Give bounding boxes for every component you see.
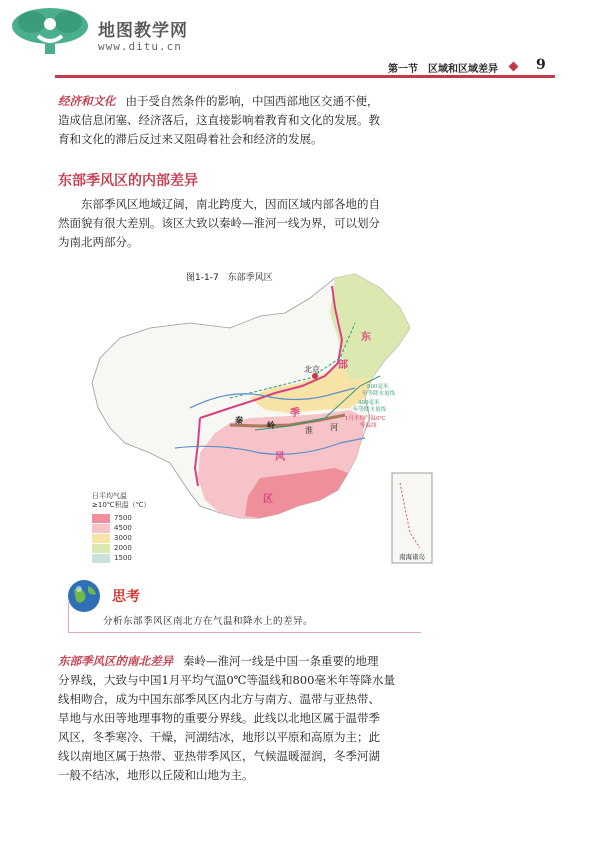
map-caption: 图1-1-7 东部季风区 bbox=[186, 273, 273, 283]
legend-swatch bbox=[92, 534, 110, 543]
think-question: 分析东部季风区南北方在气温和降水上的差异。 bbox=[103, 616, 314, 627]
label-ji: 季 bbox=[290, 408, 300, 419]
label-iso800a: 800毫米 bbox=[367, 384, 389, 390]
line-text: 秦岭—淮河一线是中国一条重要的地理 bbox=[183, 654, 379, 668]
paragraph-line: 东部季风区地域辽阔，南北跨度大，因而区域内部各地的自 bbox=[81, 197, 380, 211]
label-east: 东 bbox=[361, 332, 371, 343]
label-huai: 淮 bbox=[305, 426, 313, 435]
paragraph-line: 为南北两部分。 bbox=[58, 235, 139, 249]
paragraph-line bbox=[58, 92, 408, 111]
legend-title-2: ≥10℃积温（℃） bbox=[92, 501, 151, 509]
lead-term: 东部季风区的南北差异 bbox=[58, 654, 173, 668]
label-iso0b: 等温线 bbox=[360, 423, 377, 429]
legend-item bbox=[92, 513, 151, 523]
label-qin: 秦 bbox=[235, 415, 243, 425]
legend-item bbox=[92, 543, 151, 553]
label-beijing: 北京 bbox=[304, 365, 320, 374]
legend-swatch bbox=[92, 524, 110, 533]
paragraph-line: 造成信息闭塞、经济落后，这直接影响着教育和文化的发展。教 bbox=[58, 113, 380, 127]
logo-url[interactable]: www.ditu.cn bbox=[98, 40, 182, 53]
logo-title: 地图教学网 bbox=[98, 21, 188, 41]
legend-swatch bbox=[92, 544, 110, 553]
south-china-sea-inset bbox=[392, 473, 432, 563]
paragraph-line: 育和文化的滞后反过来又阻碍着社会和经济的发展。 bbox=[58, 132, 323, 146]
lead-term: 经济和文化 bbox=[58, 94, 116, 108]
paragraph-line bbox=[58, 652, 408, 671]
legend-item bbox=[92, 533, 151, 543]
section-heading: 东部季风区的内部差异 bbox=[58, 173, 198, 189]
legend-label: 4500 bbox=[114, 524, 132, 532]
tree-logo-icon bbox=[10, 6, 90, 58]
legend-item bbox=[92, 523, 151, 533]
label-qu: 区 bbox=[263, 494, 273, 505]
diamond-icon bbox=[509, 62, 519, 72]
paragraph-line: 然面貌有很大差别。该区大致以秦岭—淮河一线为界，可以划分 bbox=[58, 216, 380, 230]
paragraph-line: 分界线，大致与中国1月平均气温0℃等温线和800毫米年等降水量 bbox=[58, 673, 395, 687]
paragraph-line: 风区，冬季寒冷、干燥，河湖结冰，地形以平原和高原为主；此 bbox=[58, 730, 380, 744]
label-iso800b: 年等降水量线 bbox=[362, 391, 396, 397]
paragraph-north-south bbox=[58, 652, 408, 785]
paragraph-line: 一般不结冰，地形以丘陵和山地为主。 bbox=[58, 768, 254, 782]
legend-label: 2000 bbox=[114, 544, 132, 552]
paragraph-line: 线以南地区属于热带、亚热带季风区，气候温暖湿润，冬季河湖 bbox=[58, 749, 380, 763]
line-text: 由于受自然条件的影响，中国西部地区交通不便， bbox=[125, 94, 379, 108]
legend-label: 7500 bbox=[114, 514, 132, 522]
label-bu: 部 bbox=[338, 360, 348, 371]
site-logo[interactable] bbox=[10, 6, 200, 62]
header-rule bbox=[55, 75, 555, 78]
legend-title-1: 日平均气温 bbox=[92, 492, 127, 500]
label-iso0a: 1月平均气温0℃ bbox=[345, 416, 386, 422]
label-feng: 风 bbox=[275, 452, 285, 463]
legend-item bbox=[92, 553, 151, 563]
legend-label: 3000 bbox=[114, 534, 132, 542]
inset-label: 南海诸岛 bbox=[399, 553, 425, 561]
label-he: 河 bbox=[330, 423, 338, 432]
paragraph-line: 旱地与水田等地理事物的重要分界线。此线以北地区属于温带季 bbox=[58, 711, 380, 725]
label-ling: 岭 bbox=[267, 420, 275, 430]
think-title: 思考 bbox=[112, 589, 140, 605]
paragraph-economy-culture bbox=[58, 92, 408, 149]
page-number: 9 bbox=[536, 57, 546, 73]
legend-swatch bbox=[92, 514, 110, 523]
map-legend bbox=[92, 492, 151, 563]
legend-label: 1500 bbox=[114, 554, 132, 562]
paragraph-line: 线相吻合，成为中国东部季风区内北方与南方、温带与亚热带、 bbox=[58, 692, 380, 706]
legend-swatch bbox=[92, 554, 110, 563]
label-iso400b: 年等降水量线 bbox=[353, 407, 387, 413]
label-iso400a: 400毫米 bbox=[358, 400, 380, 406]
header-section-title: 第一节 区域和区域差异 bbox=[388, 64, 498, 75]
paragraph-intro bbox=[58, 195, 408, 252]
